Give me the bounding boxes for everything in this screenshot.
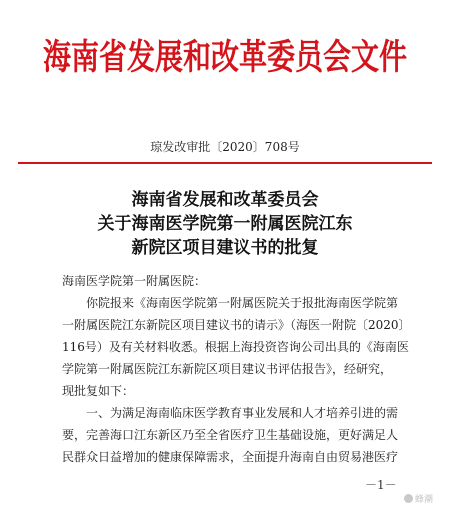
paragraph-2-line-3: 民群众日益增加的健康保障需求，全面提升海南自由贸易港医疗 — [62, 450, 399, 464]
document-title — [0, 188, 450, 260]
document-title-line-3: 新院区项目建议书的批复 — [131, 238, 319, 258]
paragraph-1-line-1: 你院报来《海南医学院第一附属医院关于报批海南医学院第 — [86, 296, 399, 310]
page-number: －1－ — [365, 478, 397, 492]
paragraph-2-line-1: 一、为满足海南临床医学教育事业发展和人才培养引进的需 — [86, 406, 399, 420]
document-title-line-1: 海南省发展和改革委员会 — [131, 190, 319, 210]
document-body — [62, 270, 412, 468]
paragraph-1-line-2: 一附属医院江东新院区项目建议书的请示》（海医一附院〔2020〕 — [62, 318, 411, 332]
paragraph-1-line-4: 学院第一附属医院江东新院区项目建议书评估报告》，经研究， — [62, 362, 393, 376]
watermark-logo-icon — [404, 494, 413, 503]
watermark-text: 蜂潮 — [415, 495, 434, 505]
paragraph-2-line-2: 要，完善海口江东新区乃至全省医疗卫生基础设施，更好满足人 — [62, 428, 399, 442]
addressee: 海南医学院第一附属医院： — [62, 274, 207, 288]
header-title: 海南省发展和改革委员会文件 — [42, 36, 407, 78]
paragraph-1-line-5: 现批复如下： — [62, 384, 135, 398]
document-number: 琼发改审批〔2020〕708号 — [150, 140, 300, 154]
red-divider-rule — [18, 162, 432, 164]
paragraph-1-line-3: 116号）及有关材料收悉。根据上海投资咨询公司出具的《海南医 — [62, 340, 409, 354]
document-title-line-2: 关于海南医学院第一附属医院江东 — [97, 214, 353, 234]
watermark — [404, 492, 433, 505]
